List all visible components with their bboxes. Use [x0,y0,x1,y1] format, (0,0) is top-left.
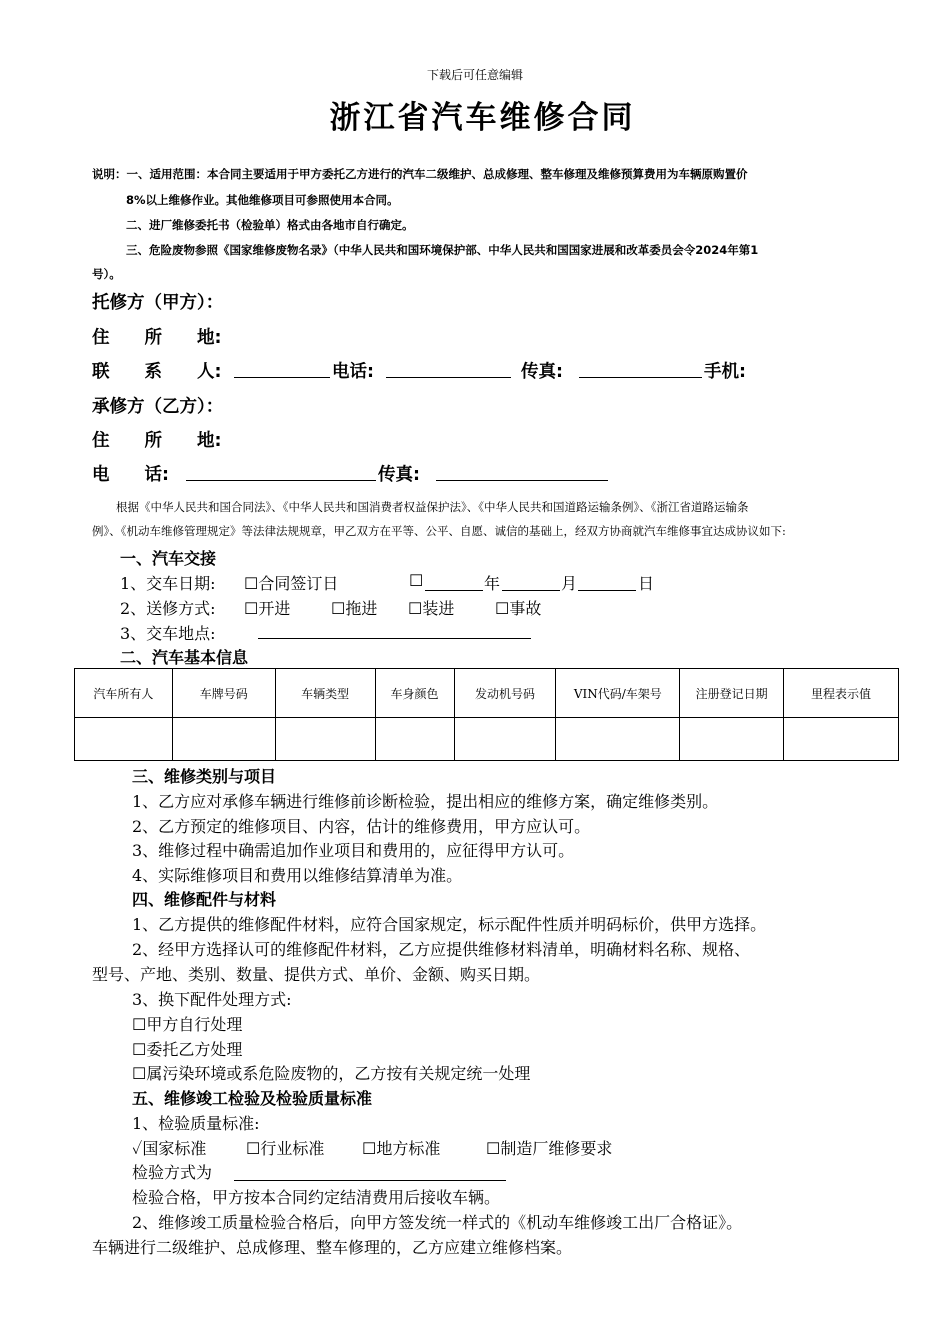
table-header-row [75,669,899,718]
section-3-item-1: 1、乙方应对承修车辆进行维修前诊断检验，提出相应的维修方案，确定维修类别。 [132,792,719,811]
note-line-5: 号）。 [92,267,121,281]
section-4-item-3: 3、换下配件处理方式: [132,990,292,1009]
delivery-method-label: 2、送修方式: [120,599,216,618]
note-line-1: 说明：一、适用范围：本合同主要适用于甲方委托乙方进行的汽车二级维护、总成修理、整车修理及维修预算费用为车辆原购置价 [92,167,748,181]
column-header: 车辆类型 [275,669,375,718]
plate-cell[interactable] [172,718,275,761]
standard-industry-checkbox[interactable]: ☐行业标准 [246,1139,325,1158]
standard-national-checkbox[interactable]: ✓国家标准 [132,1139,207,1158]
section-2-title: 二、汽车基本信息 [120,648,249,667]
standard-manufacturer-checkbox[interactable]: ☐制造厂维修要求 [486,1139,613,1158]
delivery-date-custom-checkbox[interactable]: ☐ [409,571,424,590]
section-4-item-1: 1、乙方提供的维修配件材料，应符合国家规定，标示配件性质并明码标价，供甲方选择。 [132,915,767,934]
column-header: 车牌号码 [172,669,275,718]
party-b-fax-field[interactable] [436,480,608,481]
party-b-address-label: 住 所 地: [92,431,222,451]
method-load-in-checkbox[interactable]: ☐装进 [408,599,455,618]
column-header: 发动机号码 [454,669,556,718]
disposal-self-checkbox[interactable]: ☐甲方自行处理 [132,1015,243,1034]
preamble-line-1: 根据《中华人民共和国合同法》、《中华人民共和国消费者权益保护法》、《中华人民共和国道路运输条例》、《浙江省道路运输条 [116,500,749,514]
method-accident-checkbox[interactable]: ☐事故 [495,599,542,618]
registration-date-cell[interactable] [680,718,784,761]
disposal-hazardous-checkbox[interactable]: ☐属污染环境或系危险废物的，乙方按有关规定统一处理 [132,1064,531,1083]
year-field[interactable] [425,590,483,591]
column-header: 里程表示值 [784,669,899,718]
section-4-item-2b: 型号、产地、类别、数量、提供方式、单价、金额、购买日期。 [92,965,541,984]
month-label: 月 [561,574,578,593]
section-1-title: 一、汽车交接 [120,549,217,568]
section-3-title: 三、维修类别与项目 [132,767,277,786]
delivery-place-label: 3、交车地点: [120,624,216,643]
section-3-item-2: 2、乙方预定的维修项目、内容，估计的维修费用，甲方应认可。 [132,817,591,836]
delivery-date-label: 1、交车日期: [120,574,216,593]
party-a-address-label: 住 所 地: [92,328,222,348]
party-a-fax-field[interactable] [579,377,702,378]
party-a-contact-label: 联 系 人: [92,362,222,382]
party-b-fax-label: 传真: [378,465,420,485]
delivery-place-field[interactable] [258,638,531,639]
section-5-item-2a: 2、维修竣工质量检验合格后，向甲方签发统一样式的《机动车维修竣工出厂合格证》。 [132,1213,743,1232]
section-5-title: 五、维修竣工检验及检验质量标准 [132,1089,373,1108]
owner-cell[interactable] [75,718,173,761]
vin-cell[interactable] [556,718,680,761]
inspection-pass-text: 检验合格，甲方按本合同约定结清费用后接收车辆。 [132,1188,501,1207]
section-4-item-2a: 2、经甲方选择认可的维修配件材料，乙方应提供维修材料清单，明确材料名称、规格、 [132,940,751,959]
vehicle-type-cell[interactable] [275,718,375,761]
preamble-line-2: 例》、《机动车维修管理规定》等法律法规规章，甲乙双方在平等、公平、自愿、诚信的基础上，经双方协商就汽车维修事宜达成协议如下: [92,524,786,538]
month-field[interactable] [502,590,560,591]
section-5-item-2b: 车辆进行二级维护、总成修理、整车修理的，乙方应建立维修档案。 [92,1238,573,1257]
standard-local-checkbox[interactable]: ☐地方标准 [362,1139,441,1158]
vehicle-info-table [74,668,899,761]
note-line-2: 8%以上维修作业。其他维修项目可参照使用本合同。 [126,193,399,207]
method-tow-in-checkbox[interactable]: ☐拖进 [331,599,378,618]
color-cell[interactable] [375,718,454,761]
section-4-title: 四、维修配件与材料 [132,890,277,909]
column-header: 注册登记日期 [680,669,784,718]
page-title: 浙江省汽车维修合同 [329,100,636,136]
column-header: 车身颜色 [375,669,454,718]
party-a-title: 托修方（甲方）： [92,293,224,313]
engine-number-cell[interactable] [454,718,556,761]
party-b-phone-label: 电 话: [92,465,169,485]
note-line-4: 三、危险废物参照《国家维修废物名录》（中华人民共和国环境保护部、中华人民共和国国家进展和改革委员会令2024年第1 [126,243,759,257]
delivery-date-contract-checkbox[interactable]: ☐合同签订日 [244,574,339,593]
party-a-contact-field[interactable] [234,377,330,378]
party-a-fax-label: 传真: [521,362,563,382]
note-line-3: 二、进厂维修委托书（检验单）格式由各地市自行确定。 [126,218,414,232]
column-header: 汽车所有人 [75,669,173,718]
day-label: 日 [638,574,655,593]
column-header: VIN代码/车架号 [556,669,680,718]
party-a-mobile-label: 手机: [704,362,746,382]
section-3-item-4: 4、实际维修项目和费用以维修结算清单为准。 [132,866,463,885]
party-a-phone-field[interactable] [386,377,511,378]
inspection-method-label: 检验方式为 [132,1163,213,1182]
party-a-phone-label: 电话: [332,362,374,382]
odometer-cell[interactable] [784,718,899,761]
section-5-item-1: 1、检验质量标准: [132,1114,260,1133]
disposal-entrust-checkbox[interactable]: ☐委托乙方处理 [132,1040,243,1059]
party-b-phone-field[interactable] [186,480,376,481]
top-note: 下载后可任意编辑 [426,68,523,82]
party-b-title: 承修方（乙方）： [92,397,224,417]
year-label: 年 [484,574,501,593]
inspection-method-field[interactable] [234,1180,506,1181]
day-field[interactable] [578,590,636,591]
table-row [75,718,899,761]
section-3-item-3: 3、维修过程中确需追加作业项目和费用的，应征得甲方认可。 [132,841,575,860]
method-drive-in-checkbox[interactable]: ☐开进 [244,599,291,618]
